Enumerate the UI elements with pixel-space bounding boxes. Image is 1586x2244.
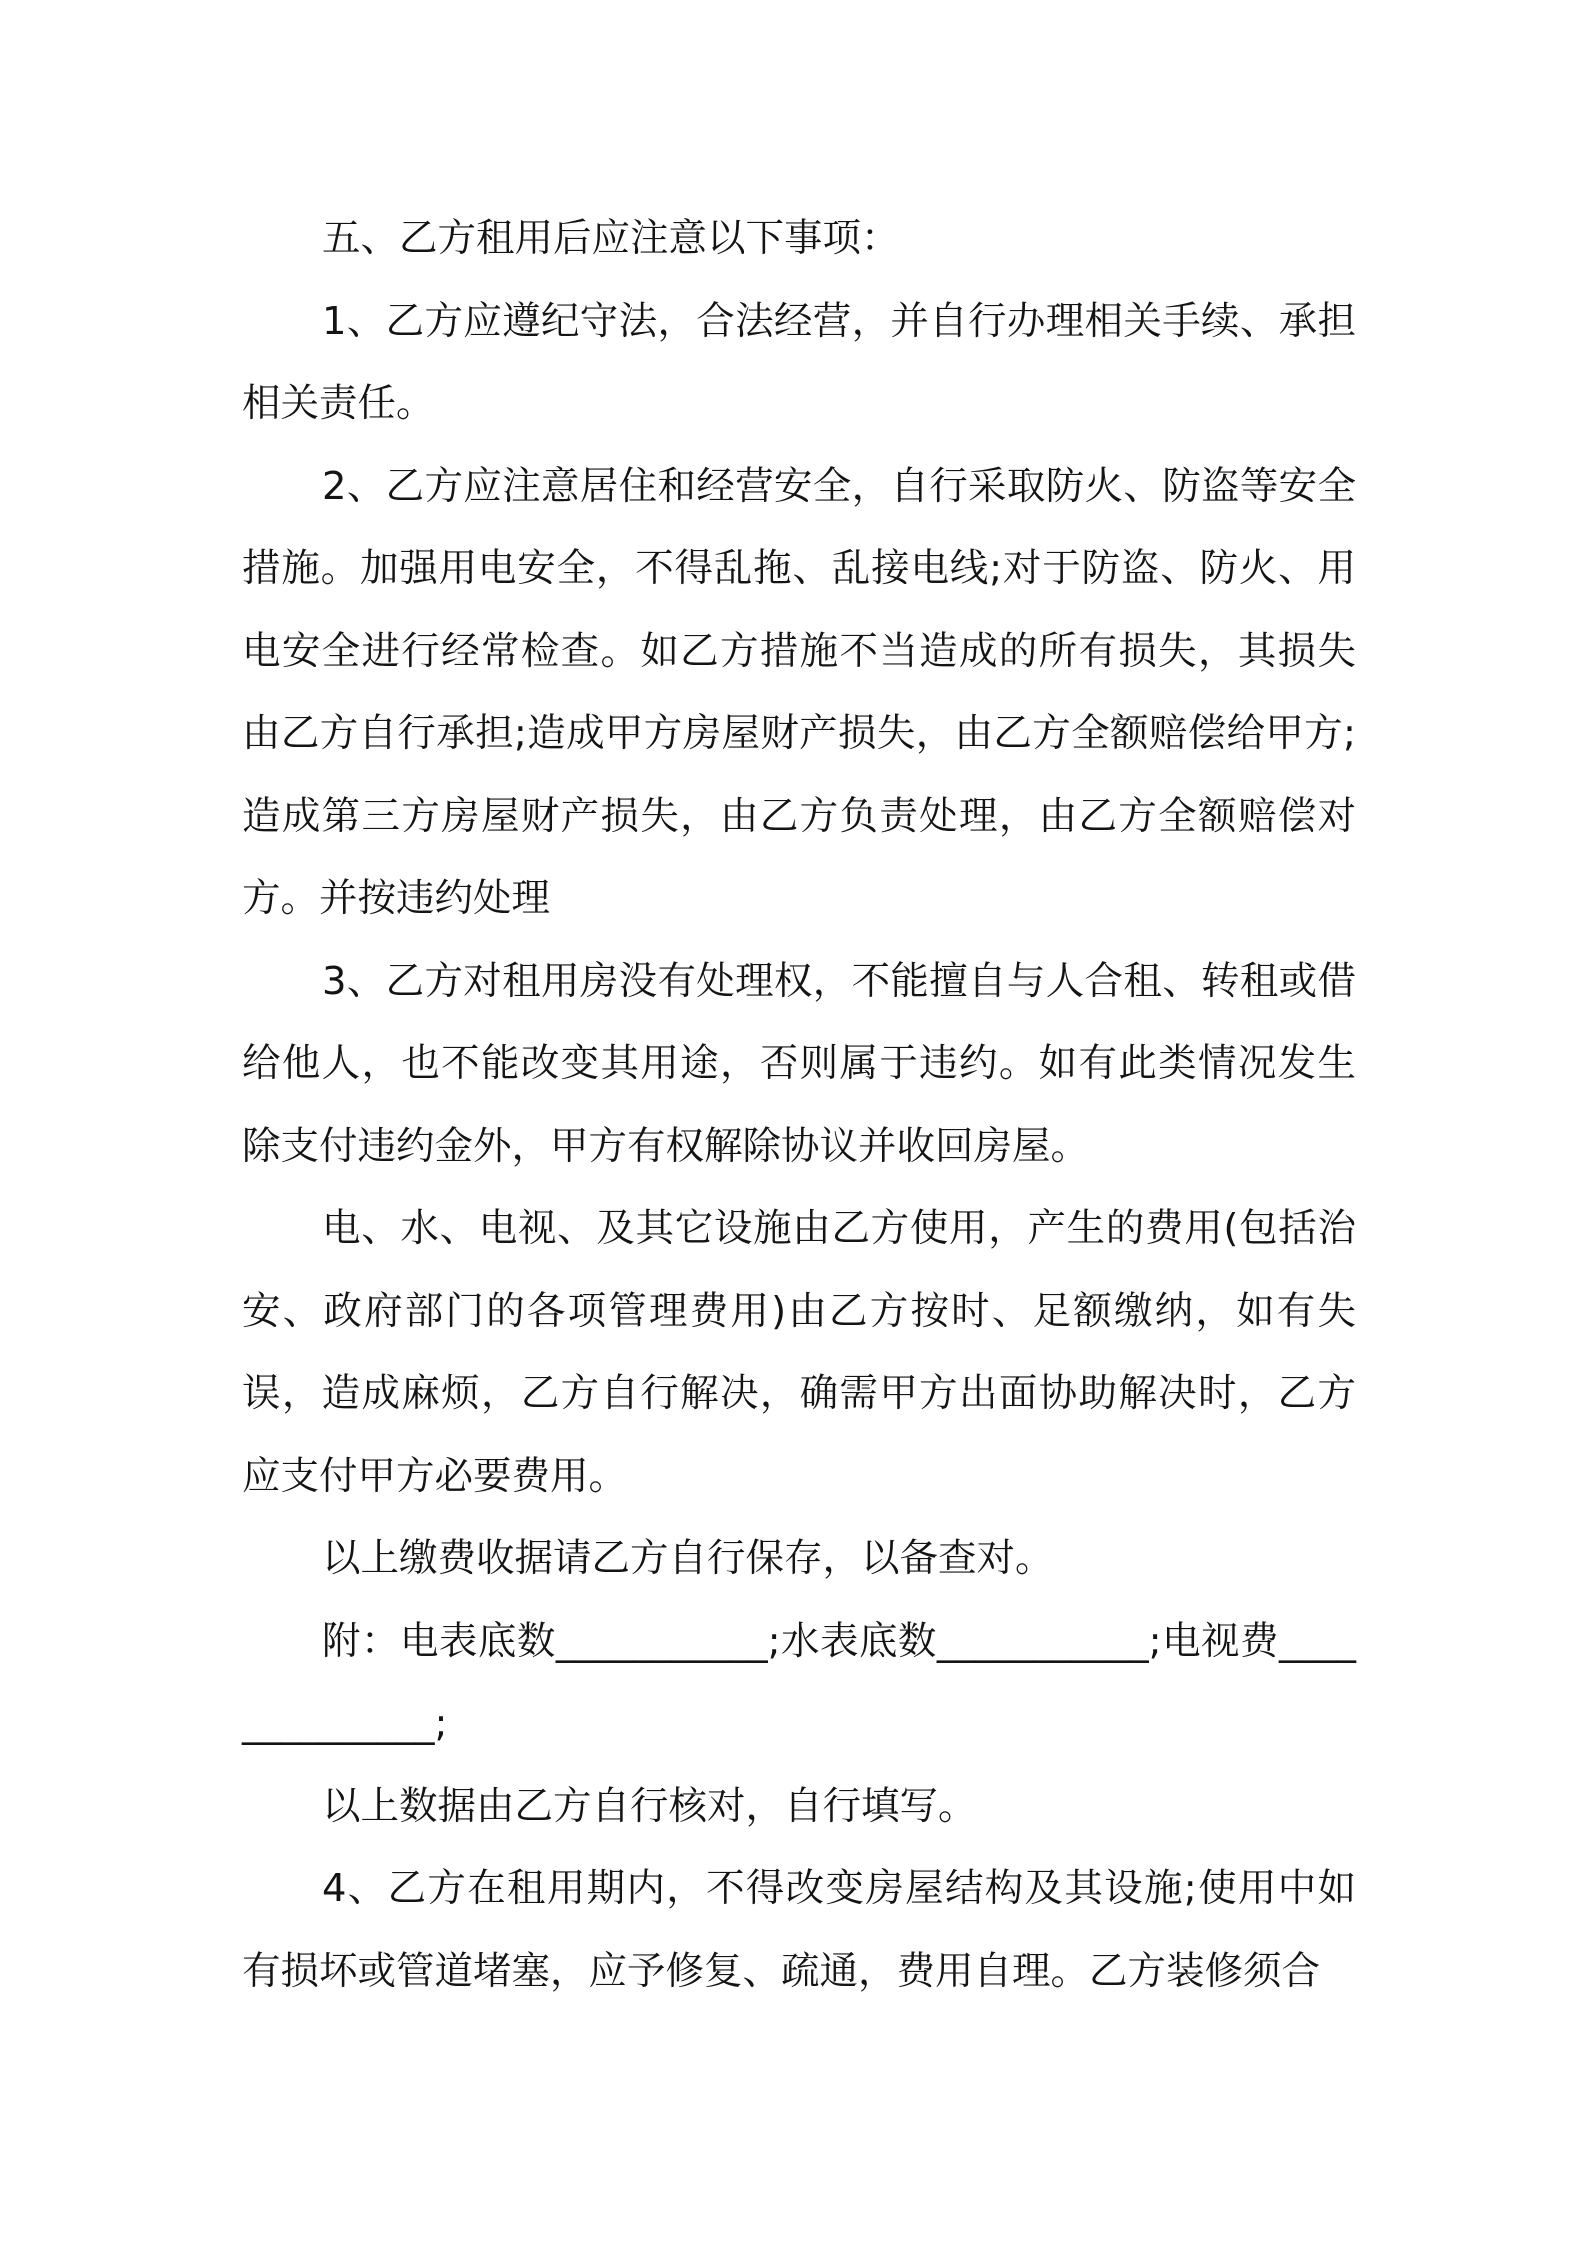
data-check-paragraph: 以上数据由乙方自行核对，自行填写。 [322, 1783, 977, 1829]
utilities-paragraph: 电、水、电视、及其它设施由乙方使用，产生的费用(包括治安、政府部门的各项管理费用)由乙方按时、足额缴纳，如有失误，造成麻烦，乙方自行解决，确需甲方出面协助解决时，乙方应支付甲方必要费用。 [242, 1206, 1356, 1499]
clause-3: 3、乙方对租用房没有处理权，不能擅自与人合租、转租或借给他人，也不能改变其用途，否则属于违约。如有此类情况发生除支付违约金外，甲方有权解除协议并收回房屋。 [242, 958, 1356, 1169]
clause-4: 4、乙方在租用期内，不得改变房屋结构及其设施;使用中如有损坏或管道堵塞，应予修复、疏通，费用自理。乙方装修须合 [242, 1866, 1356, 1994]
document-page [242, 198, 1356, 2013]
meter-readings-paragraph: 附：电表底数___________;水表底数___________;电视费______________; [242, 1618, 1356, 1746]
section-heading: 五、乙方租用后应注意以下事项： [322, 216, 900, 261]
clause-2: 2、乙方应注意居住和经营安全，自行采取防火、防盗等安全措施。加强用电安全，不得乱拖、乱接电线;对于防盗、防火、用电安全进行经常检查。如乙方措施不当造成的所有损失，其损失由乙方自行承担;造成甲方房屋财产损失，由乙方全额赔偿给甲方;造成第三方房屋财产损失，由乙方负责处理，由乙方全额赔偿对方。并按违约处理 [242, 463, 1356, 921]
clause-1: 1、乙方应遵纪守法，合法经营，并自行办理相关手续、承担相关责任。 [242, 298, 1356, 426]
receipts-paragraph: 以上缴费收据请乙方自行保存，以备查对。 [322, 1536, 1054, 1581]
